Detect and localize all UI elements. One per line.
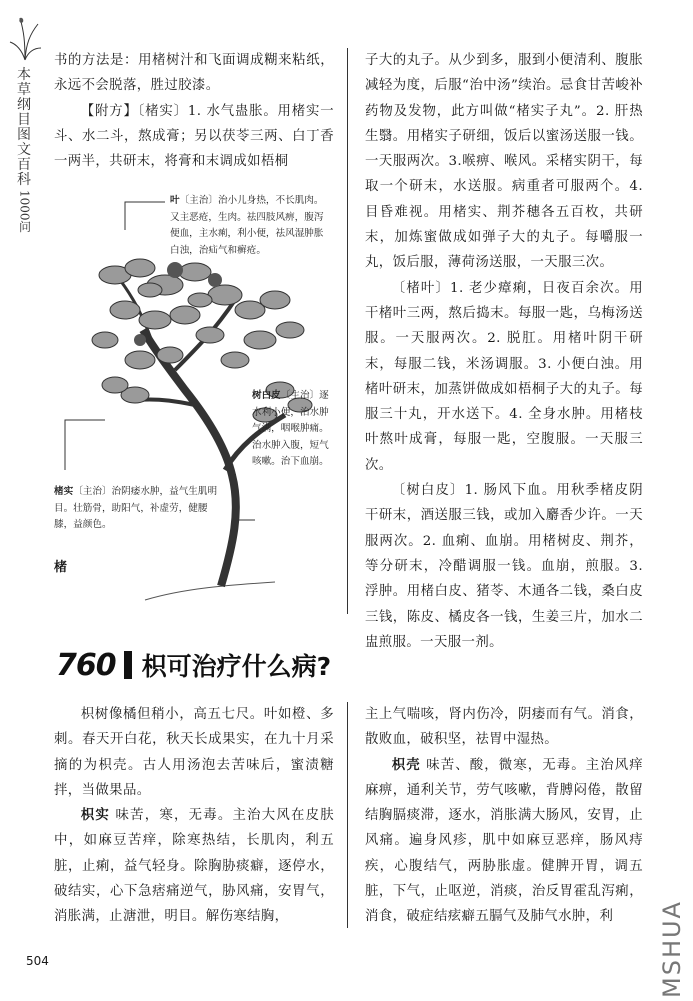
section-title: 枳可治疗什么病? [141, 652, 332, 681]
paragraph-text: 味苦，寒，无毒。主治大风在皮肤中，如麻豆苦痒，除寒热结，长肌肉，利五脏，止痢，益气轻身。除胸胁痰癖，逐停水，破结实，心下急痞痛逆气，胁风痛，安胃气，消胀满，止溏泄，明目。解伤寒结胸， [54, 808, 334, 925]
paragraph: 主上气喘咳，肾内伤冷，阴痿而有气。消食，散败血，破积坚，祛胃中湿热。 [365, 707, 643, 748]
title-char: 图 [17, 127, 31, 143]
fruit-callout [54, 484, 224, 534]
paragraph: 枳树像橘但稍小，高五七尺。叶如橙、多刺。春天开白花，秋天长成果实，在九十月采摘的为枳壳。古人用汤泡去苦味后，蜜渍糖拌，当做果品。 [54, 707, 334, 798]
title-char: 草 [17, 82, 31, 98]
right-column-top [365, 48, 643, 655]
section-heading [56, 642, 331, 688]
paragraph: 子大的丸子。从少到多，服到小便清利、腹胀减轻为度，后服“治中汤”续治。忌食甘苦峻补药物及发物，此方叫做“楮实子丸”。2. 肝热生翳。用楮实子研细，饭后以蜜汤送服一钱。一天服两次。3.喉痹、喉风。采楮实阴干，每取一个研末，水送服。病重者可服两个。4. 目昏难视。用楮实、荆芥穗各五百枚，共研末，加炼蜜做成如弹子大的丸子。每嚼服一丸，饭后服，薄荷汤送服，一天服三次。 [365, 53, 643, 271]
plant-name: 楮 [54, 560, 68, 575]
leaf-callout [170, 193, 330, 259]
term-heading: 枳实 [80, 807, 111, 824]
callout-heading: 楮实 [54, 486, 74, 497]
title-char: 纲 [17, 97, 31, 113]
book-count: 1000问 [17, 190, 32, 233]
left-column-bottom [54, 702, 334, 930]
paragraph: 〔楮叶〕1. 老少瘴痢，日夜百余次。用干楮叶三两，熬后捣末。每服一匙，乌梅汤送服。一天服两次。2. 脱肛。用楮叶阴干研末，每服二钱，米汤调服。3. 小便白浊。用楮叶研末，加蒸饼做成如梧桐子大的丸子。每服三十丸，开水送下。4. 全身水肿。用楮枝叶熬叶成膏，每服一匙，空腹服。一天服三次。 [365, 280, 643, 473]
paragraph: 〔树白皮〕1. 肠风下血。用秋季楮皮阴干研末，酒送服三钱，或加入麝香少许。一天服两次。2. 血痢、血崩。用楮树皮、荆芥，等分研末，冷醋调服一钱。血崩，煎服。3. 浮肿。用楮白皮、猪苓、木通各二钱，桑白皮三钱，陈皮、橘皮各一钱，生姜三片，加水二盅煎服。一天服一剂。 [365, 483, 643, 650]
watermark [656, 880, 688, 1000]
callout-text: 〔主治〕治阴痿水肿，益气生肌明目。壮筋骨，助阳气，补虚劳，健腰膝，益颜色。 [54, 486, 218, 530]
column-divider [347, 48, 348, 614]
title-char: 本 [17, 67, 31, 83]
page-number: 504 [26, 954, 49, 968]
left-column-top [54, 48, 334, 174]
right-column-bottom [365, 702, 643, 930]
watermark-text: MSHUA [658, 900, 686, 998]
callout-heading: 树白皮 [252, 390, 281, 401]
section-number: 760 [56, 647, 116, 683]
callout-text: 〔主治〕治小儿身热，不长肌肉。又主恶疮，生肉。祛四肢风痹，腹泻便血，主水痢，利小便，祛风湿肿胀白浊，治疝气和癣疮。 [170, 195, 324, 256]
paragraph [54, 803, 334, 929]
callout-heading: 叶 [170, 195, 180, 206]
column-divider [347, 702, 348, 928]
callout-text: 〔主治〕逐水利小便，治水肿气满，咽喉肿痛。治水肿入腹，短气咳嗽。治下血崩。 [252, 390, 329, 467]
book-title-vertical [12, 68, 36, 233]
paragraph [365, 753, 643, 930]
title-char: 科 [17, 172, 31, 188]
paragraph-text: 味苦、酸，微寒，无毒。主治风痒麻痹，通利关节，劳气咳嗽，背膊闷倦，散留结胸膈痰滞，逐水，消胀满大肠风，安胃，止风痛。遍身风疹，肌中如麻豆恶痒，肠风痔疾，心腹结气，两胁胀虚。健脾开胃，调五脏，下气，止呕逆，消痰，治反胃霍乱泻痢，消食，破症结痃癖五膈气及肺气水肿，利 [365, 757, 643, 925]
paragraph: 【附方】〔楮实〕1. 水气蛊胀。用楮实一斗、水二斗，熬成膏；另以茯苓三两、白丁香一两半，共研末，将膏和末调成如梧桐 [54, 103, 334, 170]
bark-callout [252, 388, 332, 471]
paragraph: 书的方法是：用楮树汁和飞面调成糊来粘纸，永远不会脱落，胜过胶漆。 [54, 53, 334, 94]
orchid-icon [8, 12, 42, 62]
term-heading: 枳壳 [391, 756, 421, 773]
section-bar [124, 651, 132, 679]
title-char: 百 [17, 157, 31, 173]
title-char: 文 [17, 142, 31, 158]
title-char: 目 [17, 112, 31, 128]
